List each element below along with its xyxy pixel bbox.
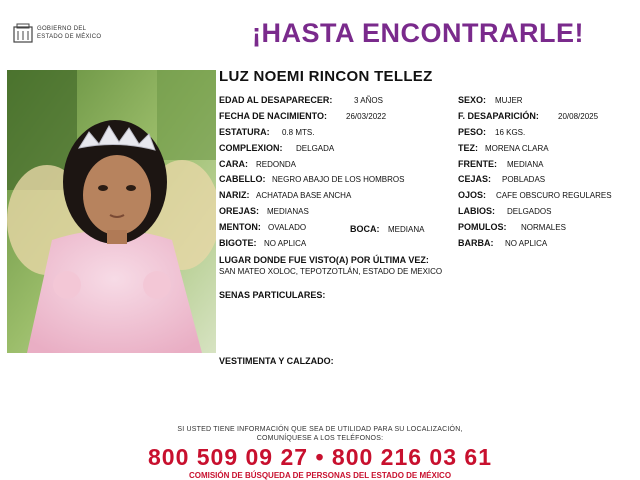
value-frente: MEDIANA <box>507 160 544 169</box>
label-bigote: BIGOTE: <box>219 238 257 248</box>
government-logo <box>12 23 122 45</box>
value-pomulos: NORMALES <box>521 223 566 232</box>
value-orejas: MEDIANAS <box>267 207 309 216</box>
value-cara: REDONDA <box>256 160 297 169</box>
value-peso: 16 KGS. <box>495 128 526 137</box>
label-vestimenta: VESTIMENTA Y CALZADO: <box>219 356 334 366</box>
value-menton: OVALADO <box>268 223 307 232</box>
value-cejas: POBLADAS <box>502 175 546 184</box>
value-f-desaparicion: 20/08/2025 <box>558 112 599 121</box>
logo-text-line1: GOBIERNO DEL <box>37 26 87 32</box>
value-sexo: MUJER <box>495 96 523 105</box>
value-barba: NO APLICA <box>505 239 548 248</box>
label-sexo: SEXO: <box>458 95 487 105</box>
label-boca: BOCA: <box>350 224 380 234</box>
label-ojos: OJOS: <box>458 190 487 200</box>
label-last-seen: LUGAR DONDE FUE VISTO(A) POR ÚLTIMA VEZ: <box>219 255 429 265</box>
label-complexion: COMPLEXION: <box>219 143 283 153</box>
label-frente: FRENTE: <box>458 159 497 169</box>
label-edad: EDAD AL DESAPARECER: <box>219 95 333 105</box>
phone-numbers: 800 509 09 27 • 800 216 03 61 <box>147 444 492 470</box>
missing-person-photo <box>7 70 216 353</box>
label-cara: CARA: <box>219 159 248 169</box>
value-edad: 3 AÑOS <box>354 96 383 105</box>
headline: ¡HASTA ENCONTRARLE! <box>252 18 584 48</box>
value-last-seen: SAN MATEO XOLOC, TEPOTZOTLÁN, ESTADO DE MEXICO <box>219 267 443 276</box>
info-line-1: SI USTED TIENE INFORMACIÓN QUE SEA DE UTILIDAD PARA SU LOCALIZACIÓN, <box>177 426 463 433</box>
person-name: LUZ NOEMI RINCON TELLEZ <box>219 68 433 85</box>
label-nariz: NARIZ: <box>219 190 250 200</box>
label-orejas: OREJAS: <box>219 206 260 216</box>
label-peso: PESO: <box>458 127 487 137</box>
value-estatura: 0.8 MTS. <box>282 128 315 137</box>
logo-text-line2: ESTADO DE MÉXICO <box>37 34 102 40</box>
label-barba: BARBA: <box>458 238 494 248</box>
commission-name: COMISIÓN DE BÚSQUEDA DE PERSONAS DEL ESTADO DE MÉXICO <box>188 471 452 480</box>
value-nariz: ACHATADA BASE ANCHA <box>256 191 352 200</box>
info-line-2: COMUNÍQUESE A LOS TELÉFONOS: <box>256 435 384 442</box>
label-cabello: CABELLO: <box>219 174 266 184</box>
value-fecha-nacimiento: 26/03/2022 <box>346 112 387 121</box>
value-cabello: NEGRO ABAJO DE LOS HOMBROS <box>272 175 405 184</box>
state-emblem-icon <box>12 23 34 45</box>
label-labios: LABIOS: <box>458 206 495 216</box>
value-labios: DELGADOS <box>507 207 552 216</box>
label-menton: MENTON: <box>219 222 261 232</box>
label-estatura: ESTATURA: <box>219 127 270 137</box>
value-bigote: NO APLICA <box>264 239 307 248</box>
label-senas-particulares: SENAS PARTICULARES: <box>219 290 326 300</box>
label-pomulos: POMULOS: <box>458 222 507 232</box>
label-f-desaparicion: F. DESAPARICIÓN: <box>458 111 539 121</box>
value-tez: MORENA CLARA <box>485 144 549 153</box>
value-ojos: CAFE OBSCURO REGULARES <box>496 191 612 200</box>
label-fecha-nacimiento: FECHA DE NACIMIENTO: <box>219 111 327 121</box>
value-boca: MEDIANA <box>388 225 425 234</box>
label-cejas: CEJAS: <box>458 174 492 184</box>
label-tez: TEZ: <box>458 143 478 153</box>
value-complexion: DELGADA <box>296 144 335 153</box>
